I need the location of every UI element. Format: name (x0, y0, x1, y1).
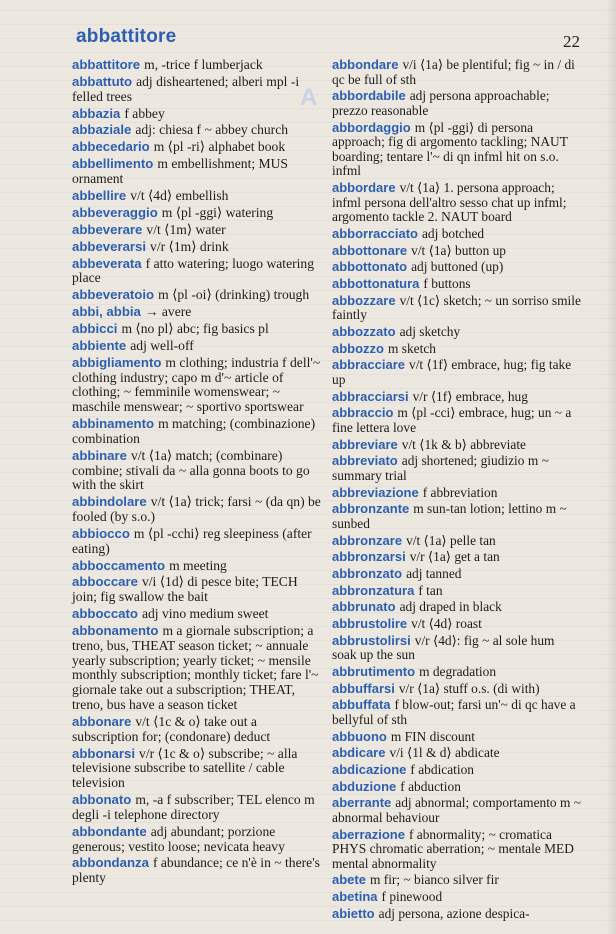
guide-word: abbattitore (76, 26, 177, 47)
entry-headword: abbiente (72, 337, 127, 353)
entry-headword: abbellire (72, 187, 127, 203)
entry-definition: adj persona, azione despica- (378, 905, 530, 921)
entry-definition: adj buttoned (up) (411, 259, 504, 275)
entry-headword: abbozzo (332, 340, 384, 356)
entry-definition: v/i ⟨1l & d⟩ abdicate (389, 745, 500, 761)
dictionary-entry (332, 358, 582, 387)
dictionary-entry (332, 227, 582, 242)
dictionary-entry (72, 240, 322, 255)
dictionary-entry (72, 305, 322, 320)
dictionary-entry (72, 58, 322, 73)
entry-definition: m ⟨pl -ri⟩ alphabet book (153, 139, 286, 155)
entry-headword: abbordare (332, 180, 396, 196)
dictionary-entry (332, 665, 582, 680)
dictionary-entry (72, 356, 322, 415)
dictionary-entry (72, 825, 322, 855)
entry-headword: abbronzante (332, 501, 410, 517)
entry-definition: m, -trice f lumberjack (144, 57, 263, 72)
entry-headword: abbeverarsi (72, 238, 147, 254)
dictionary-entry (72, 856, 322, 886)
entry-definition: → avere (144, 304, 192, 320)
entry-headword: abbiocco (72, 525, 130, 541)
entry-headword: abbronzato (332, 565, 403, 581)
entry-definition: m ⟨no pl⟩ abc; fig basics pl (121, 320, 269, 336)
dictionary-entry (332, 454, 582, 483)
entry-definition: adj tanned (406, 565, 462, 581)
entry-definition: adj abundant; porzione generous; vestito loose; nevicata heavy (72, 823, 285, 854)
entry-headword: abbozzare (332, 292, 396, 308)
entry-headword: abbronzare (332, 532, 403, 548)
entry-headword: abbrutimento (332, 663, 416, 679)
entry-definition: f abundance; ce n'è in ~ there's plenty (72, 855, 320, 886)
entry-headword: abborracciato (332, 225, 418, 241)
entry-headword: abbottonato (332, 259, 408, 275)
dictionary-entry (332, 763, 582, 778)
dictionary-entry (332, 277, 582, 292)
dictionary-entry (72, 527, 322, 557)
dictionary-entry (72, 495, 322, 525)
entry-headword: abbottonare (332, 242, 408, 258)
entry-headword: abbecedario (72, 139, 150, 155)
entry-definition: m FIN discount (390, 728, 475, 744)
entry-headword: abbonato (72, 792, 132, 808)
entry-definition: m meeting (169, 557, 227, 573)
entry-definition: adj sketchy (399, 323, 461, 339)
entry-definition: f abduction (400, 778, 461, 794)
entry-headword: abbeverare (72, 221, 143, 237)
dictionary-entry (72, 793, 322, 823)
dictionary-entry (332, 244, 582, 259)
entry-headword: abbordabile (332, 88, 406, 104)
right-column (332, 58, 582, 924)
entry-headword: abbuffarsi (332, 680, 395, 696)
dictionary-entry (332, 682, 582, 697)
entry-headword: abbuono (332, 728, 387, 744)
dictionary-entry (72, 559, 322, 574)
dictionary-entry (72, 322, 322, 337)
dictionary-entry (72, 140, 322, 155)
entry-definition: m ⟨pl -cci⟩ embrace, hug; un ~ a fine lettera love (332, 405, 572, 435)
dictionary-entry (332, 181, 582, 225)
left-column (72, 58, 322, 888)
entry-definition: v/t ⟨1a⟩ 1. persona approach; infml persona dell'altro sesso chat up infml; argomento tackle 2. NAUT board (332, 180, 567, 225)
entry-definition: m ⟨pl -ggi⟩ di persona approach; fig di argomento tackling; NAUT boarding; tentare l'~ di qn infml hit on s.o. infml (332, 119, 568, 179)
dictionary-entry (72, 575, 322, 605)
entry-headword: abbondare (332, 57, 399, 72)
entry-definition: m ⟨pl -ggi⟩ watering (161, 204, 274, 220)
entry-definition: adj disheartened; alberi mpl -i felled trees (72, 73, 300, 104)
page-number: 22 (563, 32, 580, 51)
dictionary-entry (332, 438, 582, 453)
dictionary-entry (332, 58, 582, 87)
entry-definition: m ⟨pl -cchi⟩ reg sleepiness (after eating) (72, 525, 312, 556)
entry-headword: abboccamento (72, 557, 166, 573)
dictionary-entry (332, 534, 582, 549)
entry-definition: v/r ⟨1c & o⟩ subscribe; ~ alla televisione subscribe to satellite / cable television (72, 745, 298, 791)
entry-headword: abietto (332, 905, 375, 921)
dictionary-entry (332, 698, 582, 727)
page-header (76, 26, 580, 58)
entry-headword: abbordaggio (332, 119, 411, 135)
entry-headword: aberrante (332, 795, 392, 811)
dictionary-entry (332, 828, 582, 872)
entry-definition: m ⟨pl -oi⟩ (drinking) trough (158, 287, 310, 303)
entry-definition: m sun-tan lotion; lettino m ~ sunbed (332, 501, 567, 531)
entry-definition: adj draped in black (399, 599, 502, 615)
entry-definition: v/t ⟨1m⟩ water (146, 221, 226, 237)
entry-headword: abbozzato (332, 323, 396, 339)
entry-headword: abbinare (72, 447, 127, 463)
dictionary-entry (332, 121, 582, 179)
entry-definition: v/r ⟨1a⟩ get a tan (409, 549, 500, 565)
entry-definition: v/i ⟨1a⟩ be plentiful; fig ~ in / di qc be full of sth (332, 57, 575, 87)
entry-definition: v/r ⟨1a⟩ stuff o.s. (di with) (398, 680, 540, 696)
dictionary-entry (332, 907, 582, 922)
entry-headword: abbottonatura (332, 275, 420, 291)
entry-headword: abbattitore (72, 57, 141, 72)
entry-headword: abbuffata (332, 697, 391, 713)
dictionary-entry (72, 288, 322, 303)
entry-headword: abbonare (72, 713, 132, 729)
entry-definition: adj: chiesa f ~ abbey church (135, 122, 289, 138)
entry-headword: abbronzatura (332, 582, 415, 598)
dictionary-entry (72, 75, 322, 105)
entry-definition: v/t ⟨4d⟩ roast (411, 615, 482, 631)
entry-headword: abbonamento (72, 623, 159, 639)
entry-definition: f abnormality; ~ cromatica PHYS chromatic aberration; ~ mentale MED mental abnormality (332, 826, 574, 871)
entry-headword: abbreviare (332, 436, 398, 452)
entry-headword: abbigliamento (72, 354, 162, 370)
entry-headword: abbellimento (72, 156, 154, 172)
dictionary-entry (72, 607, 322, 622)
entry-definition: v/t ⟨1a⟩ trick; farsi ~ (da qn) be fooled (by s.o.) (72, 494, 321, 524)
dictionary-entry (332, 730, 582, 745)
entry-definition: m a giornale subscription; a treno, bus, THEAT season ticket; ~ annuale yearly subscription; yearly ticket; ~ mensile monthly subscription; monthly ticket; fare l'~ giornale take out a subscription; THEAT, treno, bus have a season ticket (72, 623, 319, 713)
dictionary-entry (72, 157, 322, 187)
entry-definition: v/t ⟨1a⟩ button up (411, 242, 507, 258)
dictionary-entry (332, 584, 582, 599)
entry-definition: v/t ⟨1a⟩ match; (combinare) combine; stivali da ~ alla gonna boots to go with the skirt (72, 447, 310, 493)
dictionary-entry (72, 206, 322, 221)
entry-definition: f abbey (124, 105, 165, 121)
dictionary-entry (332, 600, 582, 615)
dictionary-entry (332, 567, 582, 582)
entry-headword: abbazia (72, 105, 121, 121)
dictionary-entry (332, 342, 582, 357)
entry-headword: abboccato (72, 606, 138, 622)
entry-headword: abbondante (72, 823, 147, 839)
entry-headword: abbracciare (332, 357, 405, 373)
entry-definition: f abbreviation (422, 484, 498, 500)
page-shadow (606, 0, 616, 934)
dictionary-entry (332, 325, 582, 340)
dictionary-entry (72, 715, 322, 745)
dictionary-entry (332, 796, 582, 825)
entry-definition: v/t ⟨1k & b⟩ abbreviate (401, 436, 527, 452)
entry-definition: f blow-out; farsi un'~ di qc have a bellyful of sth (332, 697, 576, 727)
entry-definition: f buttons (423, 275, 471, 291)
entry-headword: abdicare (332, 745, 386, 761)
entry-definition: m, -a f subscriber; TEL elenco m degli -i telephone directory (72, 792, 315, 822)
entry-definition: v/t ⟨1a⟩ pelle tan (406, 532, 496, 548)
entry-headword: abbondanza (72, 855, 149, 871)
dictionary-entry (72, 257, 322, 287)
entry-headword: abbreviato (332, 453, 398, 469)
entry-headword: abbreviazione (332, 484, 419, 500)
entry-definition: f tan (418, 582, 443, 598)
dictionary-entry (332, 89, 582, 118)
entry-definition: m embellishment; MUS ornament (72, 156, 288, 187)
entry-definition: v/i ⟨1d⟩ di pesce bite; TECH join; fig swallow the bait (72, 574, 298, 605)
dictionary-entry (332, 294, 582, 323)
dictionary-entry (332, 890, 582, 905)
dictionary-entry (332, 780, 582, 795)
entry-headword: abbonarsi (72, 745, 136, 761)
entry-headword: abbeverata (72, 255, 142, 271)
entry-headword: abbrustolirsi (332, 632, 411, 648)
entry-definition: v/t ⟨1c⟩ sketch; ~ un sorriso smile faintly (332, 292, 581, 323)
dictionary-entry (72, 339, 322, 354)
entry-headword: aberrazione (332, 826, 405, 842)
entry-definition: f abdication (410, 761, 475, 777)
entry-headword: abduzione (332, 778, 397, 794)
dictionary-entry (332, 502, 582, 531)
entry-definition: adj vino medium sweet (141, 606, 269, 622)
dictionary-entry (72, 449, 322, 493)
entry-definition: adj persona approachable; prezzo reasonable (332, 88, 550, 118)
entry-headword: abbinamento (72, 416, 155, 432)
entry-headword: abbronzarsi (332, 549, 406, 565)
entry-definition: f pinewood (381, 889, 443, 905)
section-letter: A (300, 84, 318, 111)
dictionary-entry (72, 107, 322, 122)
dictionary-entry (332, 617, 582, 632)
entry-headword: abbicci (72, 320, 118, 336)
dictionary-entry (72, 747, 322, 791)
entry-definition: adj abnormal; comportamento m ~ abnormal behaviour (332, 795, 581, 825)
dictionary-entry (332, 486, 582, 501)
entry-headword: abbrunato (332, 599, 396, 615)
entry-definition: v/t ⟨4d⟩ embellish (130, 187, 229, 203)
entry-headword: abbaziale (72, 122, 132, 138)
dictionary-entry (332, 390, 582, 405)
entry-definition: v/r ⟨1m⟩ drink (150, 238, 229, 254)
entry-definition: m clothing; industria f dell'~ clothing industry; capo m d'~ article of clothing; ~ femminile womenswear; ~ maschile menswear; ~ sportivo sportswear (72, 354, 321, 415)
dictionary-entry (332, 260, 582, 275)
entry-headword: abbeveraggio (72, 204, 158, 220)
entry-definition: m degradation (419, 663, 497, 679)
entry-definition: v/t ⟨1f⟩ embrace, hug; fig take up (332, 357, 572, 387)
dictionary-entry (72, 123, 322, 138)
entry-headword: abbraccio (332, 405, 394, 421)
entry-definition: f atto watering; luogo watering place (72, 255, 315, 286)
entry-definition: adj shortened; giudizio m ~ summary trial (332, 453, 549, 483)
entry-definition: m sketch (388, 340, 436, 356)
entry-headword: abbattuto (72, 73, 133, 89)
entry-definition: v/r ⟨1f⟩ embrace, hug (412, 388, 528, 404)
dictionary-entry (332, 406, 582, 435)
dictionary-entry (72, 417, 322, 447)
dictionary-entry (332, 634, 582, 663)
entry-headword: abbracciarsi (332, 388, 409, 404)
entry-definition: m fir; ~ bianco silver fir (369, 872, 499, 888)
entry-definition: adj botched (421, 225, 485, 241)
dictionary-entry (72, 223, 322, 238)
entry-headword: abbi, abbia (72, 304, 141, 320)
entry-headword: abete (332, 872, 366, 888)
entry-headword: abbrustolire (332, 615, 408, 631)
dictionary-entry (332, 550, 582, 565)
entry-headword: abdicazione (332, 761, 407, 777)
dictionary-entry (72, 189, 322, 204)
dictionary-entry (72, 624, 322, 713)
entry-headword: abbeveratoio (72, 287, 155, 303)
entry-definition: v/t ⟨1c & o⟩ take out a subscription for; (condonare) deduct (72, 713, 271, 744)
entry-definition: v/r ⟨4d⟩: fig ~ al sole hum soak up the sun (332, 632, 555, 663)
entry-headword: abboccare (72, 574, 138, 590)
dictionary-entry (332, 746, 582, 761)
entry-definition: m matching; (combinazione) combination (72, 416, 316, 446)
dictionary-entry (332, 873, 582, 888)
entry-headword: abetina (332, 889, 378, 905)
entry-definition: adj well-off (130, 337, 194, 353)
entry-headword: abbindolare (72, 494, 147, 510)
